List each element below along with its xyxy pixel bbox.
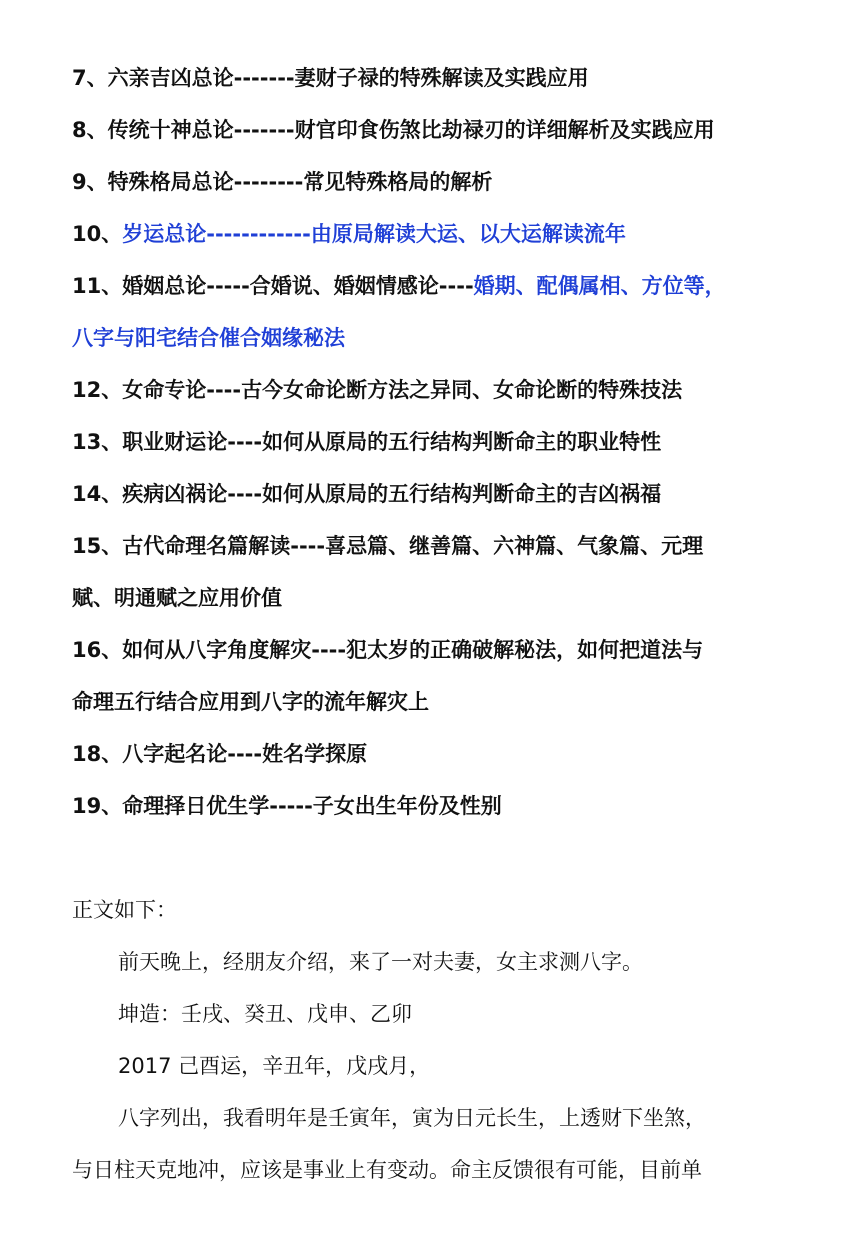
toc-segment: 16、如何从八字角度解灾----犯太岁的正确破解秘法，如何把道法与: [72, 638, 704, 662]
body-heading: 正文如下：: [72, 898, 177, 922]
toc-line: [72, 271, 795, 301]
toc-line: [72, 687, 795, 717]
toc-line: [72, 531, 795, 561]
toc-segment: 10、: [72, 222, 123, 246]
toc-segment: 14、疾病凶祸论----如何从原局的五行结构判断命主的吉凶祸福: [72, 482, 662, 506]
toc-line: [72, 479, 795, 509]
toc-line: [72, 63, 795, 93]
toc-segment: 7、六亲吉凶总论-------妻财子禄的特殊解读及实践应用: [72, 66, 589, 90]
toc-line: [72, 323, 795, 353]
body-paragraph: 前天晚上，经朋友介绍，来了一对夫妻，女主求测八字。: [118, 950, 643, 974]
body-paragraph: 2017 己酉运，辛丑年，戊戌月，: [118, 1054, 431, 1078]
toc-line: [72, 375, 795, 405]
body-paragraph: 坤造：壬戌、癸丑、戊申、乙卯: [118, 1002, 412, 1026]
toc-segment-highlight: 八字与阳宅结合催合姻缘秘法: [72, 326, 345, 350]
toc-segment: 命理五行结合应用到八字的流年解灾上: [72, 690, 429, 714]
toc-segment: 18、八字起名论----姓名学探原: [72, 742, 368, 766]
body-paragraph: 与日柱天克地冲，应该是事业上有变动。命主反馈很有可能，目前单: [72, 1158, 702, 1182]
toc-segment: 13、职业财运论----如何从原局的五行结构判断命主的职业特性: [72, 430, 662, 454]
toc-line: [72, 115, 795, 145]
toc-line: [72, 635, 795, 665]
toc-line: [72, 739, 795, 769]
toc-line: [72, 427, 795, 457]
toc-segment: 赋、明通赋之应用价值: [72, 586, 282, 610]
toc-line: [72, 219, 795, 249]
toc-segment: 8、传统十神总论-------财官印食伤煞比劫禄刃的详细解析及实践应用: [72, 118, 715, 142]
toc-line: [72, 791, 795, 821]
toc-segment: 19、命理择日优生学-----子女出生年份及性别: [72, 794, 502, 818]
toc-segment-highlight: 婚期、配偶属相、方位等，: [473, 274, 726, 298]
toc-segment: 15、古代命理名篇解读----喜忌篇、继善篇、六神篇、气象篇、元理: [72, 534, 704, 558]
toc-segment: 11、婚姻总论-----合婚说、婚姻情感论----: [72, 274, 474, 298]
toc-segment: 12、女命专论----古今女命论断方法之异同、女命论断的特殊技法: [72, 378, 683, 402]
toc-segment-highlight: 岁运总论------------由原局解读大运、以大运解读流年: [122, 222, 626, 246]
toc-segment: 9、特殊格局总论--------常见特殊格局的解析: [72, 170, 493, 194]
toc-line: [72, 583, 795, 613]
body-paragraph: 八字列出，我看明年是壬寅年，寅为日元长生，上透财下坐煞，: [118, 1106, 706, 1130]
toc-line: [72, 167, 795, 197]
